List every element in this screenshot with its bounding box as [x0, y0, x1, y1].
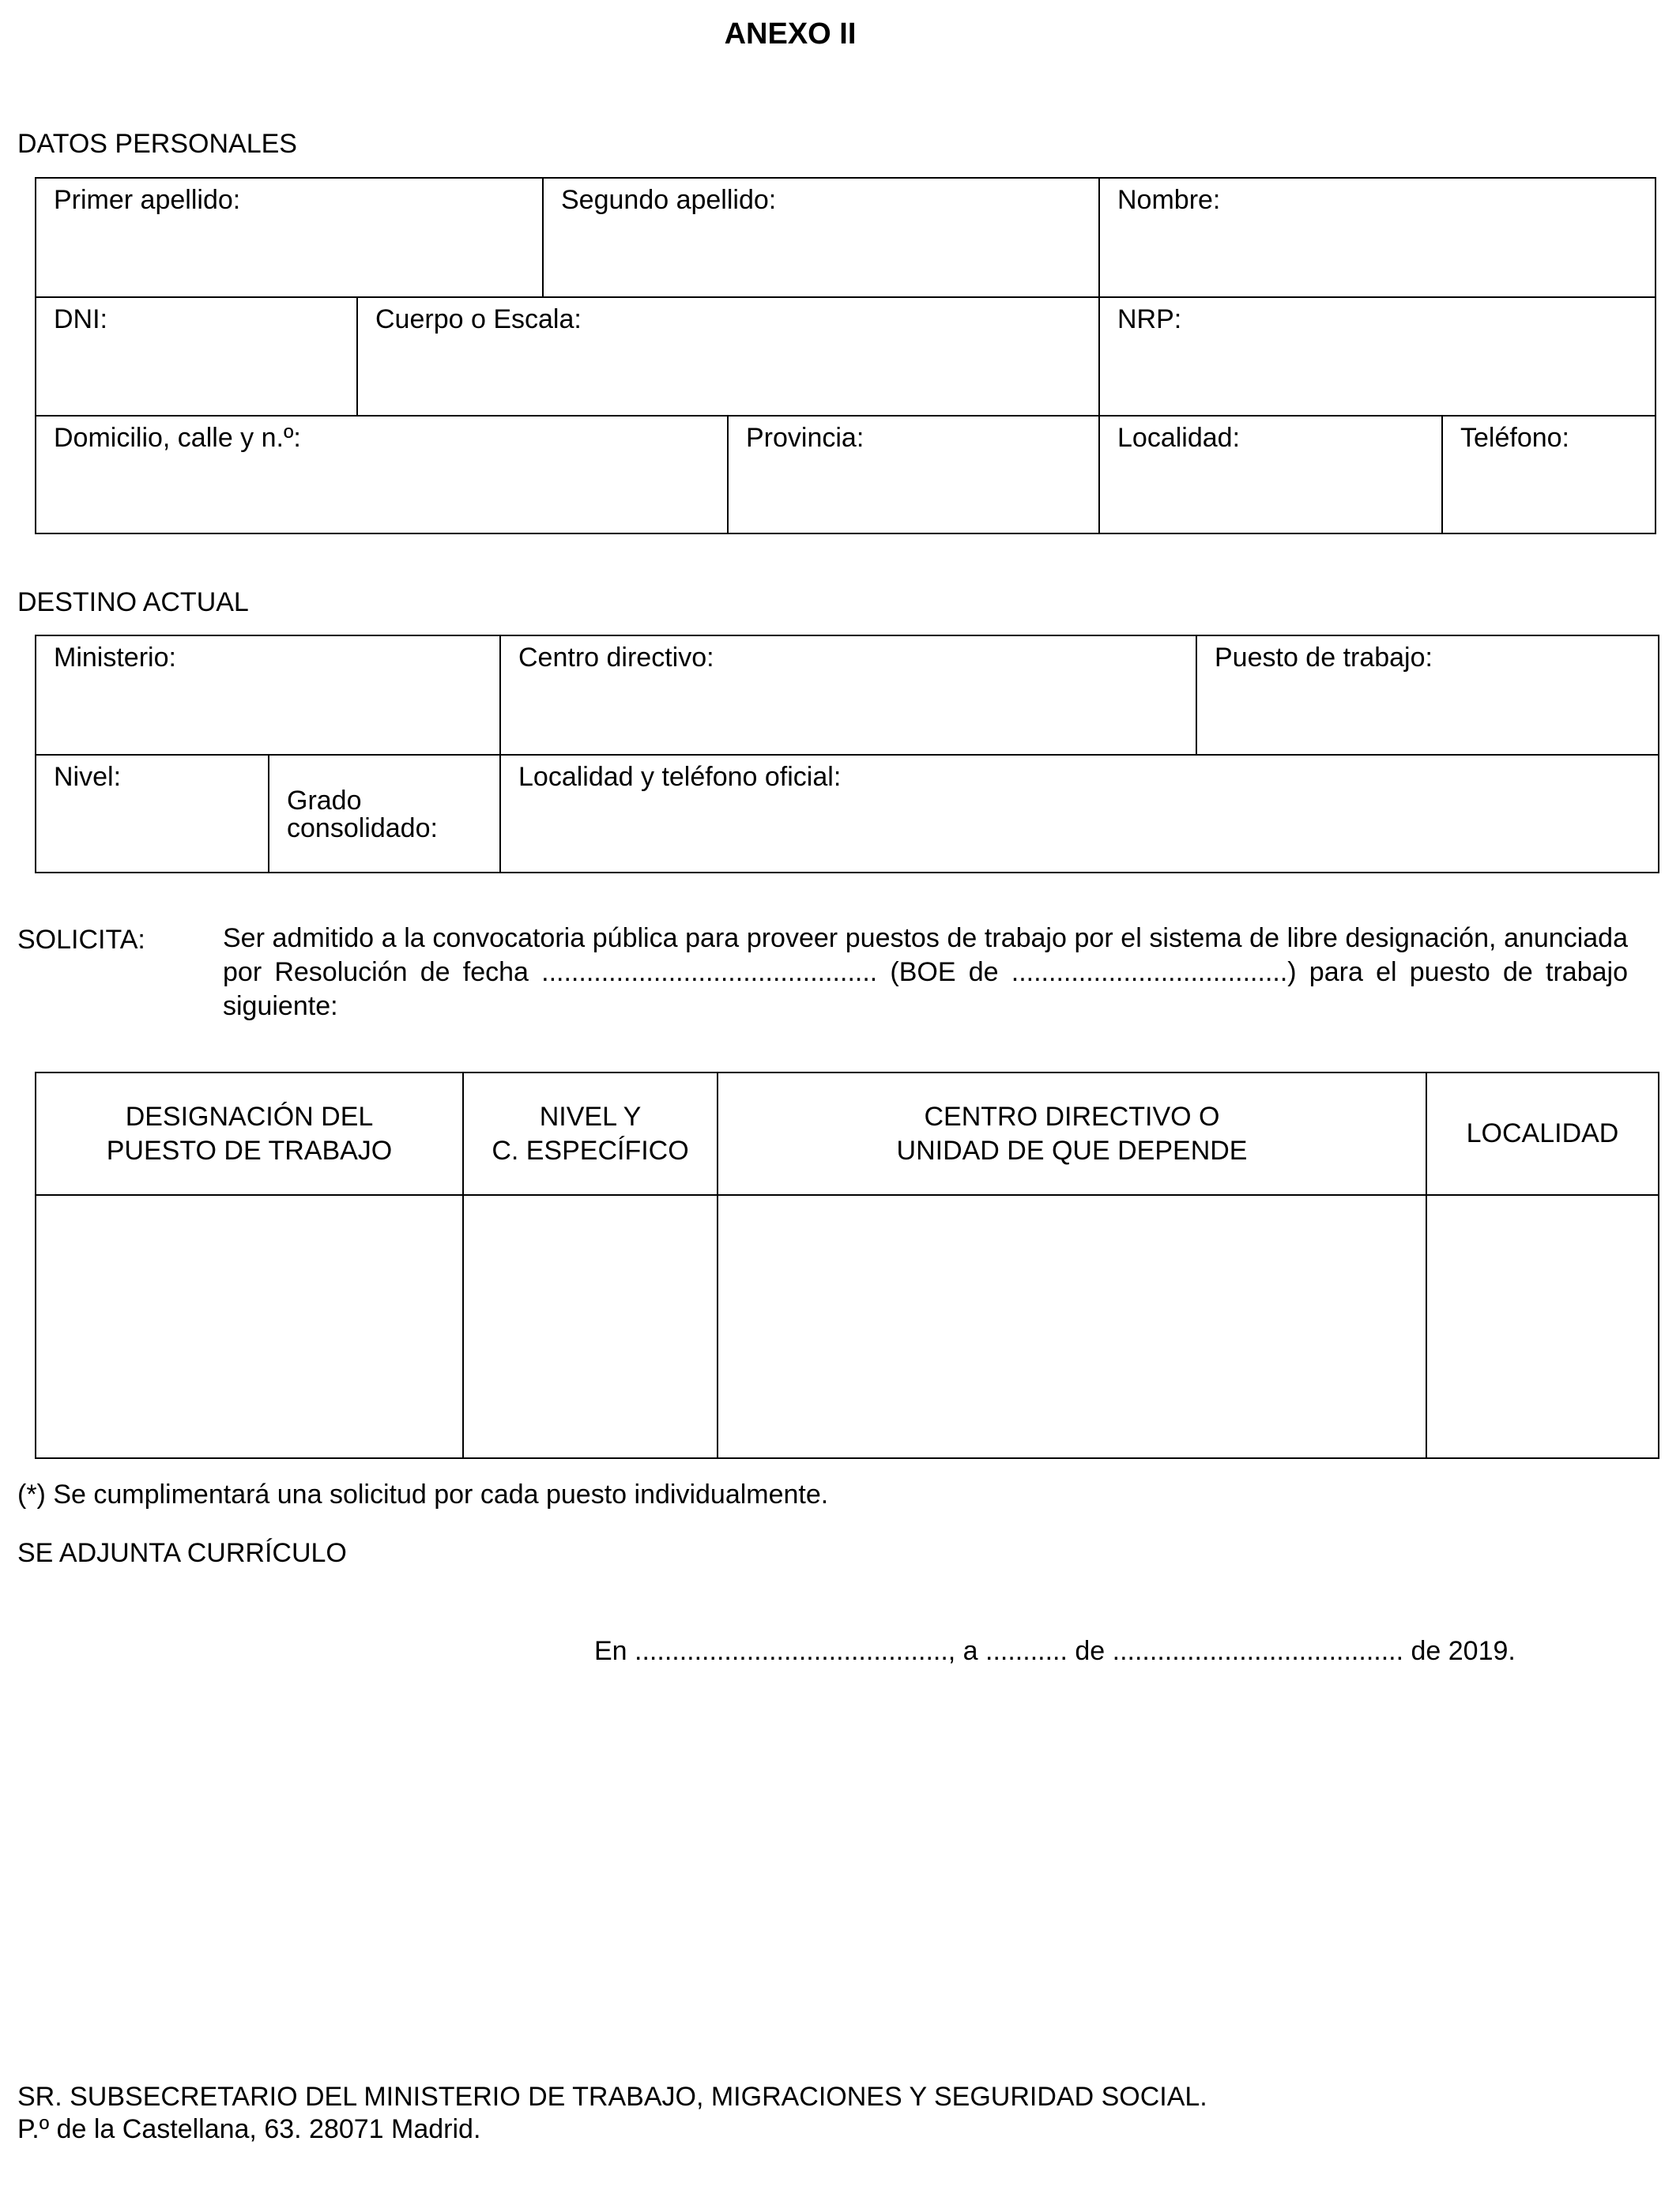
segundo-apellido-label: Segundo apellido:	[561, 185, 777, 215]
solicita-text: Ser admitido a la convocatoria pública para proveer puestos de trabajo por el sistema de libre designación, anunciada por Resolución de fecha ............................................. (BOE de .....................................) para el puesto de trabajo siguiente:	[223, 923, 1628, 1021]
provincia-field[interactable]	[729, 417, 1098, 533]
nombre-field[interactable]	[1100, 179, 1655, 296]
header-nivel-especifico: NIVEL Y C. ESPECÍFICO	[492, 1101, 689, 1166]
segundo-apellido-field[interactable]	[544, 179, 1098, 296]
datos-personales-heading: DATOS PERSONALES	[17, 129, 297, 159]
nrp-field[interactable]	[1100, 298, 1655, 415]
centro-directivo-field[interactable]	[501, 636, 1196, 754]
nrp-label: NRP:	[1117, 304, 1182, 334]
date-line: En .........................................., a ........... de ....................................... de 2019.	[594, 1636, 1516, 1666]
nivel-label: Nivel:	[54, 762, 122, 792]
ministerio-field[interactable]	[36, 636, 499, 754]
nivel-field[interactable]	[36, 756, 268, 872]
cuerpo-escala-field[interactable]	[358, 298, 1098, 415]
addressee-line-1: SR. SUBSECRETARIO DEL MINISTERIO DE TRABAJO, MIGRACIONES Y SEGURIDAD SOCIAL.	[17, 2082, 1207, 2112]
localidad-telefono-oficial-field[interactable]	[501, 756, 1658, 872]
designacion-input-cell[interactable]	[36, 1196, 462, 1457]
telefono-label: Teléfono:	[1460, 423, 1569, 453]
header-localidad: LOCALIDAD	[1466, 1118, 1619, 1148]
dni-label: DNI:	[54, 304, 107, 334]
datos-personales-table	[35, 177, 1656, 534]
footnote: (*) Se cumplimentará una solicitud por cada puesto individualmente.	[17, 1480, 829, 1510]
solicita-label: SOLICITA:	[17, 925, 145, 955]
nombre-label: Nombre:	[1117, 185, 1221, 215]
puesto-table	[35, 1072, 1659, 1459]
primer-apellido-field[interactable]	[36, 179, 542, 296]
puesto-trabajo-label: Puesto de trabajo:	[1215, 643, 1433, 673]
localidad-input-cell[interactable]	[1427, 1196, 1658, 1457]
addressee-line-2: P.º de la Castellana, 63. 28071 Madrid.	[17, 2114, 481, 2144]
cuerpo-escala-label: Cuerpo o Escala:	[375, 304, 582, 334]
localidad-telefono-oficial-label: Localidad y teléfono oficial:	[518, 762, 842, 792]
provincia-label: Provincia:	[746, 423, 864, 453]
puesto-trabajo-field[interactable]	[1197, 636, 1658, 754]
primer-apellido-label: Primer apellido:	[54, 185, 241, 215]
ministerio-label: Ministerio:	[54, 643, 176, 673]
grado-consolidado-label: Grado consolidado:	[287, 785, 438, 844]
centro-directivo-label: Centro directivo:	[518, 643, 714, 673]
page-title: ANEXO II	[724, 17, 857, 51]
localidad-field[interactable]	[1100, 417, 1441, 533]
adjunta-curriculo: SE ADJUNTA CURRÍCULO	[17, 1538, 347, 1568]
destino-actual-table	[35, 635, 1659, 873]
grado-consolidado-field[interactable]	[269, 756, 499, 872]
centro-directivo-input-cell[interactable]	[718, 1196, 1426, 1457]
domicilio-label: Domicilio, calle y n.º:	[54, 423, 301, 453]
nivel-especifico-input-cell[interactable]	[464, 1196, 717, 1457]
dni-field[interactable]	[36, 298, 356, 415]
destino-actual-heading: DESTINO ACTUAL	[17, 587, 249, 617]
domicilio-field[interactable]	[36, 417, 727, 533]
telefono-field[interactable]	[1443, 417, 1655, 533]
header-centro-directivo: CENTRO DIRECTIVO O UNIDAD DE QUE DEPENDE	[896, 1101, 1248, 1166]
header-designacion: DESIGNACIÓN DEL PUESTO DE TRABAJO	[106, 1101, 393, 1166]
localidad-label: Localidad:	[1117, 423, 1241, 453]
